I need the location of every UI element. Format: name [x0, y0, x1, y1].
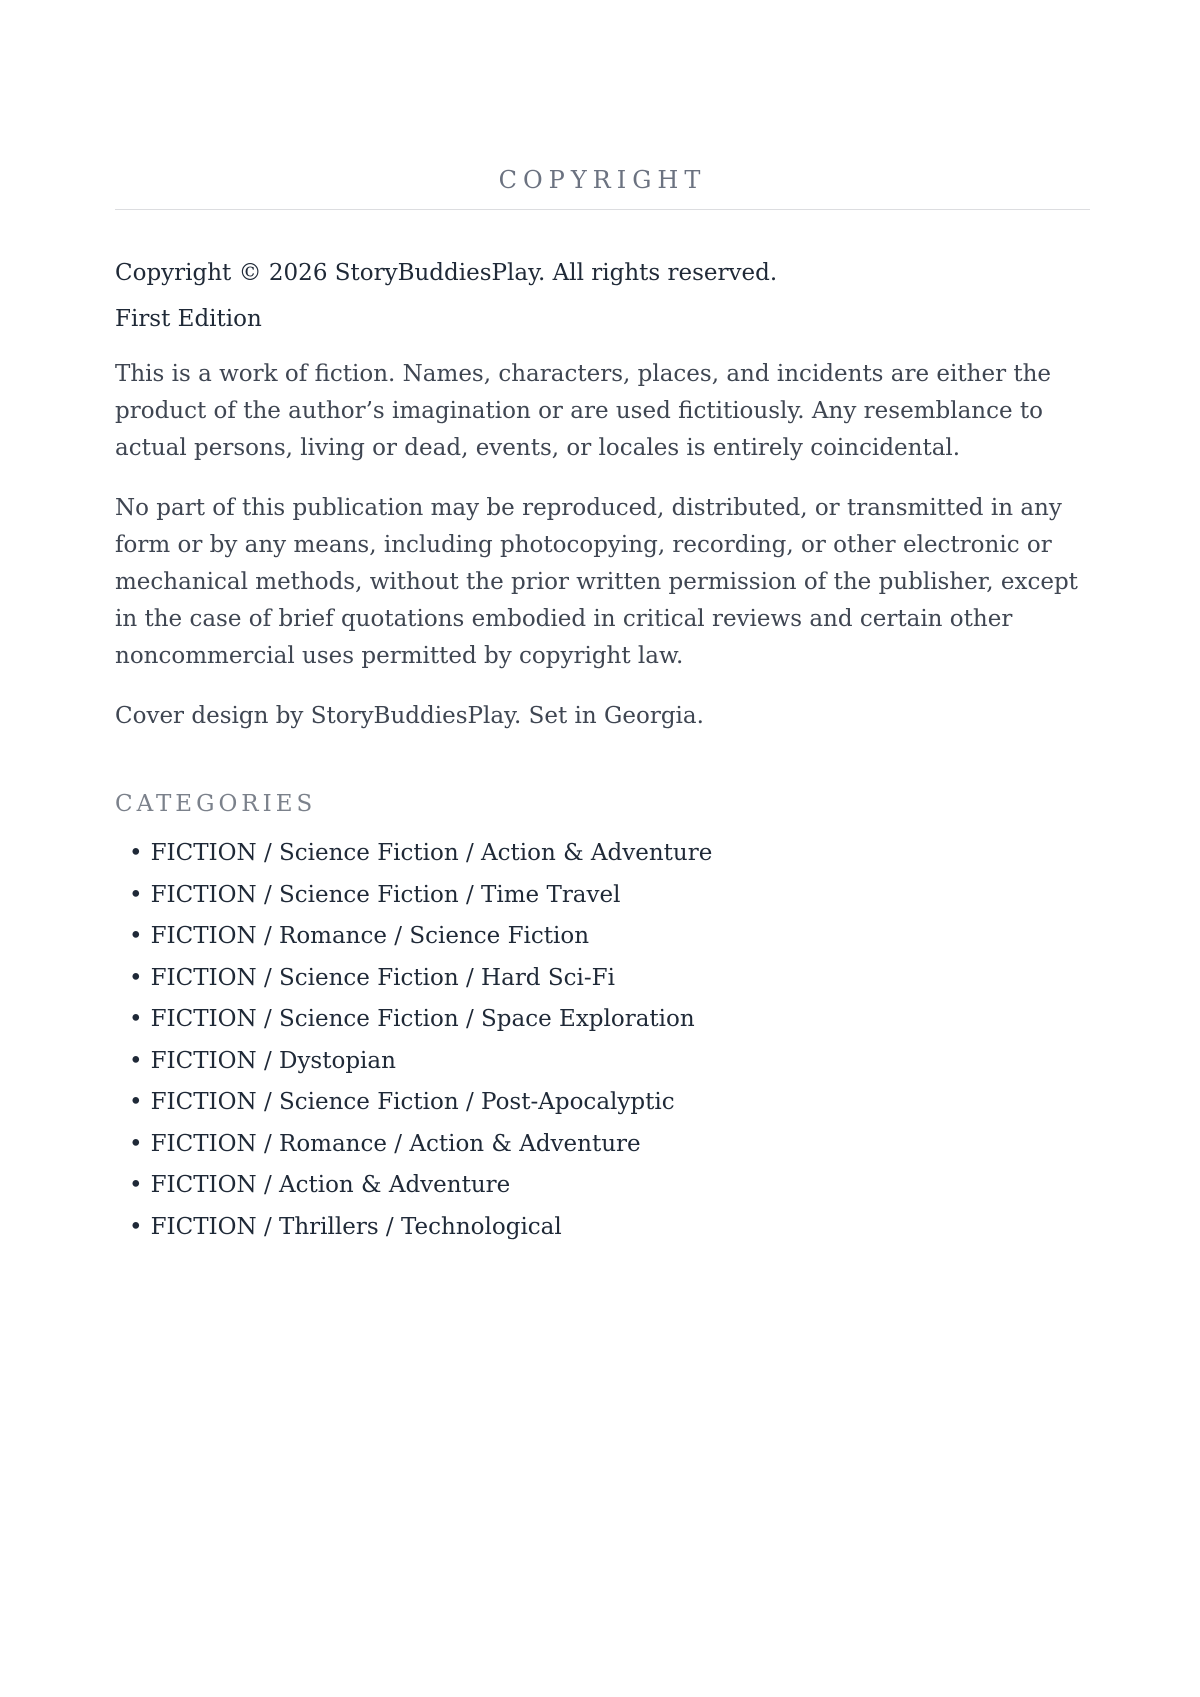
title-divider — [115, 209, 1090, 210]
copyright-notice: Copyright © 2026 StoryBuddiesPlay. All rights reserved. — [115, 260, 778, 286]
copyright-page — [115, 0, 1090, 1248]
rights-notice: No part of this publication may be reproduced, distributed, or transmitted in any form or by any means, including photocopying, recording, or other electronic or mechanical methods, without the prior written permission of the publisher, except in the case of brief quotations embodied in critical reviews and certain other noncommercial uses permitted by copyright law. — [115, 495, 1078, 669]
category-item: • FICTION / Dystopian — [129, 1041, 1090, 1083]
category-item: • FICTION / Thrillers / Technological — [129, 1207, 1090, 1249]
category-item: • FICTION / Science Fiction / Space Exploration — [129, 999, 1090, 1041]
category-item: • FICTION / Science Fiction / Action & Adventure — [129, 833, 1090, 875]
page-title: COPYRIGHT — [498, 166, 707, 194]
edition-line: First Edition — [115, 306, 262, 332]
fiction-disclaimer: This is a work of fiction. Names, characters, places, and incidents are either the product of the author’s imagination or are used fictitiously. Any resemblance to actual persons, living or dead, events, or locales is entirely coincidental. — [115, 361, 1052, 461]
category-item: • FICTION / Science Fiction / Time Travel — [129, 875, 1090, 917]
design-credit: Cover design by StoryBuddiesPlay. Set in Georgia. — [115, 703, 704, 729]
category-item: • FICTION / Science Fiction / Post-Apocalyptic — [129, 1082, 1090, 1124]
categories-heading: CATEGORIES — [115, 791, 317, 817]
category-item: • FICTION / Action & Adventure — [129, 1165, 1090, 1207]
category-item: • FICTION / Romance / Action & Adventure — [129, 1124, 1090, 1166]
category-item: • FICTION / Science Fiction / Hard Sci-Fi — [129, 958, 1090, 1000]
category-item: • FICTION / Romance / Science Fiction — [129, 916, 1090, 958]
categories-list — [115, 833, 1090, 1248]
